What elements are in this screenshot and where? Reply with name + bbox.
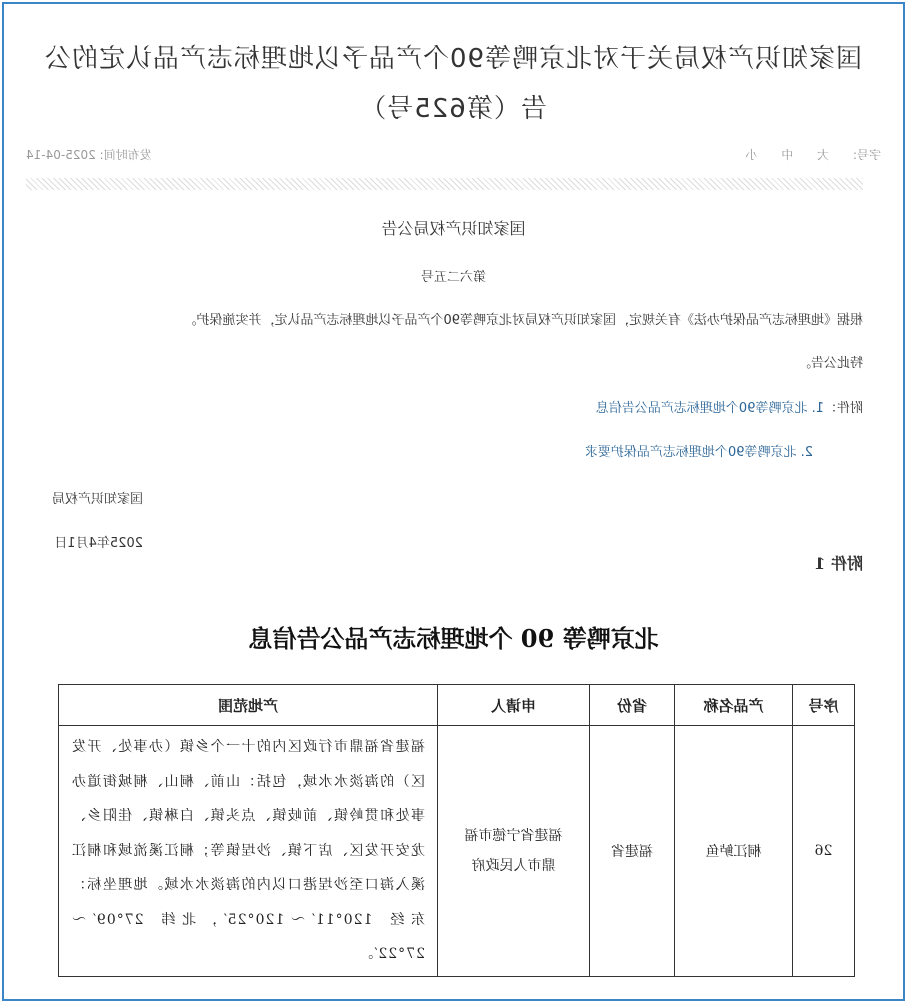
header-applicant: 申请人 — [438, 685, 590, 726]
cell-scope: 福建省福鼎市行政区内的十一个乡镇（办事处、开发区）的海淡水水域，包括：山前、桐山、桐城街道办事处和贯岭镇、前岐镇、点头镇、白琳镇、佳阳乡、龙安开发区、店下镇、沙埕镇等；桐江溪流域和桐江溪入海口至沙埕港口以内的海淡水水域。地理坐标：东经 120°11′～120°25′，北纬 27°09′～27°22′。 — [59, 726, 438, 977]
font-size-controls — [725, 146, 881, 163]
header-product: 产品名称 — [675, 685, 793, 726]
notice-number: 第六二五号 — [421, 270, 487, 285]
attachment-list — [596, 397, 863, 416]
cell-applicant: 福建省宁德市福鼎市人民政府 — [438, 726, 590, 977]
page-frame — [2, 2, 905, 1001]
signature-organization: 国家知识产权局 — [51, 492, 143, 507]
font-size-large-button[interactable]: 大 — [817, 148, 830, 162]
attachment-1-link[interactable]: 1. 北京鸭等90个地理标志产品公告信息 — [595, 401, 824, 416]
font-size-medium-button[interactable]: 中 — [781, 148, 794, 162]
product-info-table — [58, 684, 855, 977]
table-row — [59, 726, 855, 977]
article-title: 国家知识产权局关于对北京鸭等90个产品予以地理标志产品认定的公告（第625号） — [43, 44, 863, 124]
font-size-label: 字号: — [852, 148, 881, 162]
header-scope: 产地范围 — [59, 685, 438, 726]
font-size-small-button[interactable]: 小 — [745, 148, 758, 162]
attachment-2 — [585, 441, 813, 460]
annex-label: 附件 1 — [814, 554, 863, 573]
hatched-divider — [26, 178, 863, 190]
cell-product: 桐江鲈鱼 — [675, 726, 793, 977]
cell-province: 福建省 — [590, 726, 675, 977]
notice-paragraph: 根据《地理标志产品保护办法》有关规定，国家知识产权局对北京鸭等90个产品予以地理标志产品认定，并实施保护。 — [183, 313, 863, 328]
table-header-row — [59, 685, 855, 726]
attachment-2-link[interactable]: 2. 北京鸭等90个地理标志产品保护要求 — [584, 445, 813, 460]
cell-seq: 26 — [793, 726, 855, 977]
mirrored-content — [4, 4, 903, 999]
publish-date: 发布时间: 2025-04-14 — [26, 148, 152, 162]
annex-table-title: 北京鸭等 90 个地理标志产品公告信息 — [248, 624, 659, 653]
header-seq: 序号 — [793, 685, 855, 726]
notice-closing: 特此公告。 — [797, 356, 863, 371]
signature-date: 2025年4月1日 — [54, 536, 143, 551]
attachment-label: 附件： — [823, 401, 863, 416]
notice-heading: 国家知识产权局公告 — [381, 219, 526, 238]
header-province: 省份 — [590, 685, 675, 726]
